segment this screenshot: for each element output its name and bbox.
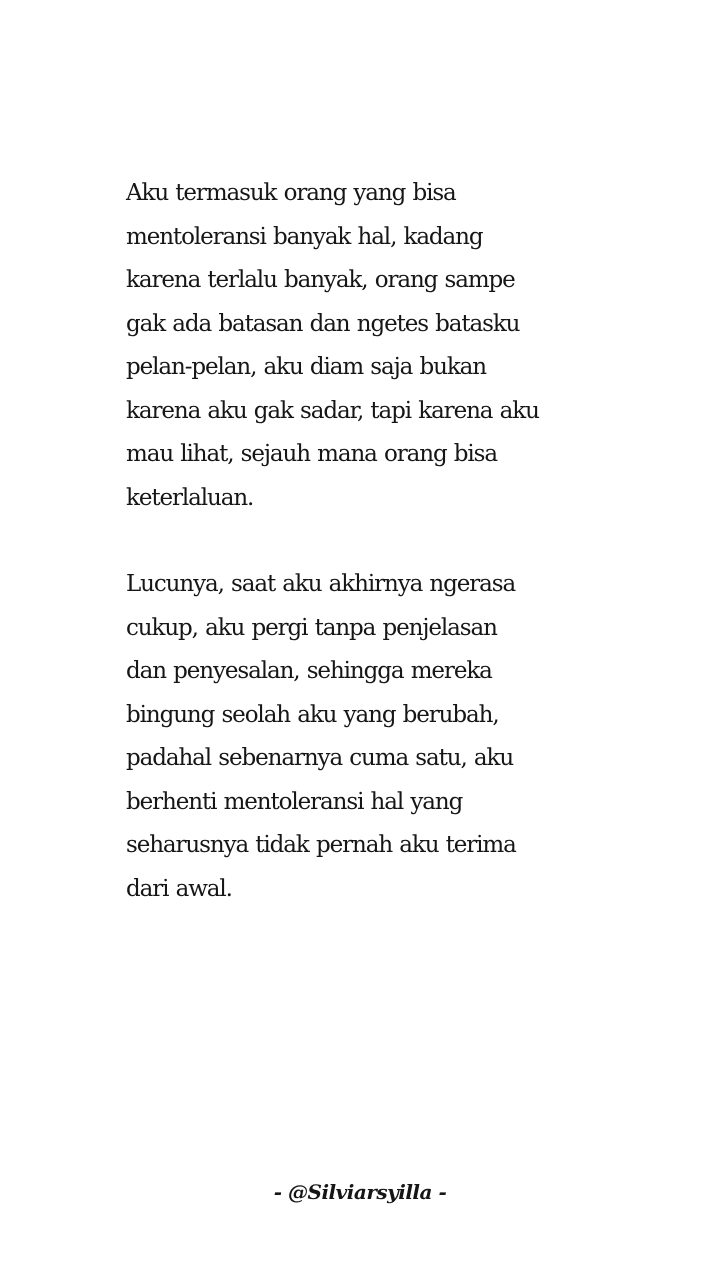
- text-line: karena terlalu banyak, orang sampe: [126, 267, 515, 293]
- text-line: dari awal.: [126, 875, 232, 902]
- text-line: berhenti mentoleransi hal yang: [126, 788, 463, 815]
- text-line: seharusnya tidak pernah aku terima: [126, 832, 516, 858]
- paragraph-2: [126, 563, 626, 911]
- text-line: karena aku gak sadar, tapi karena aku: [126, 397, 539, 424]
- text-line: padahal sebenarnya cuma satu, aku: [126, 745, 514, 771]
- text-line: bingung seolah aku yang berubah,: [126, 701, 499, 728]
- text-line: dan penyesalan, sehingga mereka: [126, 658, 492, 684]
- text-line: pelan-pelan, aku diam saja bukan: [126, 354, 486, 380]
- text-line: mentoleransi banyak hal, kadang: [126, 223, 483, 250]
- text-line: Aku termasuk orang yang bisa: [126, 180, 456, 206]
- text-line: cukup, aku pergi tanpa penjelasan: [126, 614, 497, 641]
- text-line: Lucunya, saat aku akhirnya ngerasa: [126, 571, 516, 597]
- text-line: gak ada batasan dan ngetes batasku: [126, 310, 520, 337]
- author-signature: - @Silviarsyilla -: [273, 1180, 447, 1204]
- text-line: keterlaluan.: [126, 484, 254, 511]
- text-line: mau lihat, sejauh mana orang bisa: [126, 441, 497, 467]
- paragraph-1: [126, 172, 626, 520]
- paragraph-spacer: [126, 520, 626, 563]
- quote-text: [126, 172, 626, 911]
